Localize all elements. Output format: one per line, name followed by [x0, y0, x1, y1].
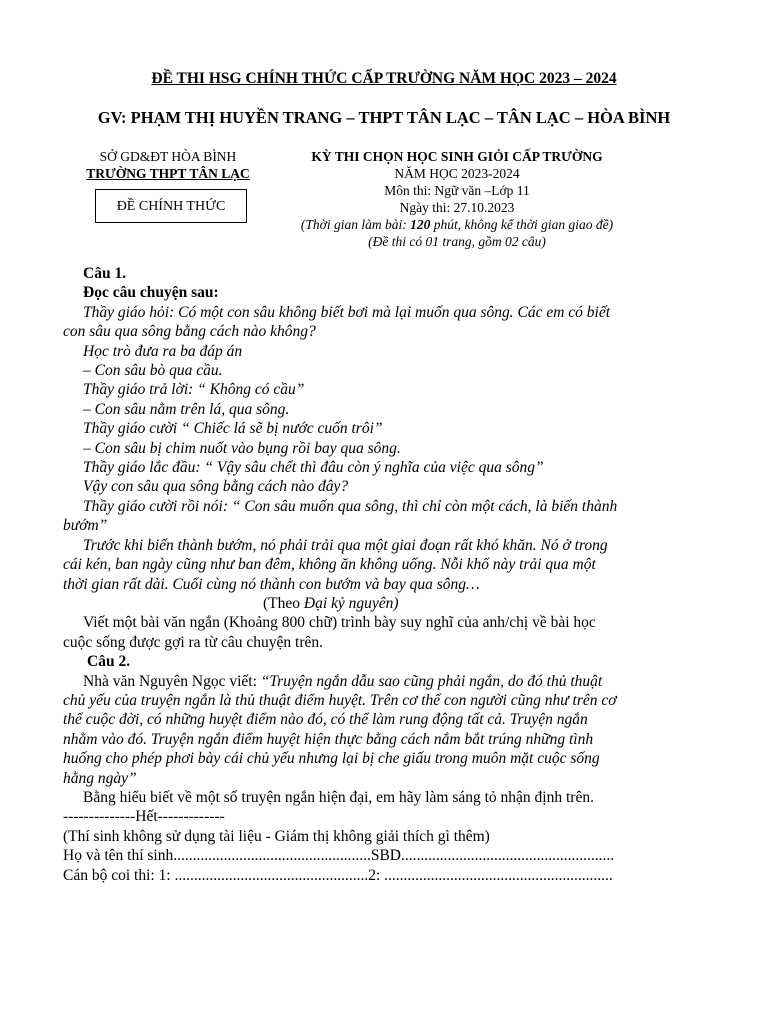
story-line: Thầy giáo cười “ Chiếc lá sẽ bị nước cuốn trôi” — [83, 420, 383, 438]
quote-line: thể cuộc đời, có những huyệt điểm nào đó, có thể làm rung động tất cả. Truyện ngắn — [63, 711, 588, 729]
question-2-label: Câu 2. — [87, 653, 131, 671]
story-line: Học trò đưa ra ba đáp án — [83, 342, 243, 360]
story-line: Thầy giáo cười rồi nói: “ Con sâu muốn qua sông, thì chỉ còn một cách, là biến thành — [83, 497, 618, 515]
exam-duration — [262, 216, 652, 233]
department-name: SỞ GD&ĐT HÒA BÌNH — [99, 149, 237, 164]
story-line: – Con sâu nằm trên lá, qua sông. — [83, 400, 290, 418]
quote-line: huống cho phép phơi bày cái chủ yếu nhưng lại bị che giấu trong muôn mặt cuộc sống — [63, 750, 600, 768]
story-line: bướm” — [63, 517, 108, 535]
end-marker: --------------Hết------------- — [63, 808, 225, 826]
question-2-task: Bằng hiểu biết về một số truyện ngắn hiện đại, em hãy làm sáng tỏ nhận định trên. — [83, 788, 594, 806]
story-line: Vậy con sâu qua sông bằng cách nào đây? — [83, 478, 349, 496]
story-line: thời gian rất dài. Cuối cùng nó thành con bướm và bay qua sông… — [63, 575, 480, 593]
duration-prefix: (Thời gian làm bài: — [300, 217, 411, 232]
story-line: Thầy giáo lắc đầu: “ Vậy sâu chết thì đâu còn ý nghĩa của việc qua sông” — [83, 459, 544, 477]
exam-info-block — [262, 148, 652, 250]
question-1-instruction: Đọc câu chuyện sau: — [83, 284, 219, 302]
candidate-line: Họ và tên thí sinh...................................................SBD....................................................... — [63, 847, 615, 865]
duration-suffix: phút, không kể thời gian giao đề) — [430, 217, 614, 232]
quote-line: chủ yếu của truyện ngắn là thủ thuật điểm huyệt. Trên cơ thể con người cũng như trên cơ — [63, 691, 617, 709]
exam-subject: Môn thi: Ngữ văn –Lớp 11 — [384, 183, 530, 198]
author-line: GV: PHẠM THỊ HUYỀN TRANG – THPT TÂN LẠC – TÂN LẠC – HÒA BÌNH — [97, 108, 671, 127]
quote-intro: Nhà văn Nguyên Ngọc viết: — [83, 672, 261, 690]
source-prefix: (Theo — [263, 594, 304, 612]
story-line: – Con sâu bị chim nuốt vào bụng rồi bay qua sông. — [83, 439, 401, 457]
question-2-quote — [63, 672, 713, 691]
quote-line: nhằm vào đó. Truyện ngắn điểm huyệt hiện thực bằng cách nắm bắt trúng những tình — [63, 730, 594, 748]
story-source — [63, 594, 713, 613]
story-line: Thầy giáo hỏi: Có một con sâu không biết bơi mà lại muốn qua sông. Các em có biết — [83, 303, 611, 321]
quote-text: “Truyện ngắn dẫu sao cũng phải ngắn, do đó thủ thuật — [260, 672, 603, 690]
school-year: NĂM HỌC 2023-2024 — [394, 166, 520, 181]
story-line: cái kén, ban ngày cũng như ban đêm, không ăn không uống. Nỗi khổ này trải qua một — [63, 556, 596, 574]
school-name: TRƯỜNG THPT TÂN LẠC — [86, 166, 250, 181]
story-line: con sâu qua sông bằng cách nào không? — [63, 323, 316, 341]
duration-value: 120 — [410, 217, 431, 232]
source-name: Đại kỷ nguyên) — [303, 594, 399, 612]
question-1-task: Viết một bài văn ngắn (Khoảng 800 chữ) trình bày suy nghĩ của anh/chị về bài học — [83, 614, 596, 632]
exam-date: Ngày thi: 27.10.2023 — [399, 200, 515, 215]
exam-note: (Thí sinh không sử dụng tài liệu - Giám thị không giải thích gì thêm) — [63, 827, 490, 845]
question-1-label: Câu 1. — [83, 265, 127, 282]
exam-name: KỲ THI CHỌN HỌC SINH GIỎI CẤP TRƯỜNG — [311, 149, 603, 164]
proctor-line: Cán bộ coi thi: 1: ..................................................2: ........................................................... — [63, 866, 613, 884]
story-line: – Con sâu bò qua cầu. — [83, 362, 223, 380]
official-exam-box: ĐỀ CHÍNH THỨC — [95, 189, 247, 223]
page-count-note: (Đề thi có 01 trang, gồm 02 câu) — [368, 234, 546, 249]
story-line: Thầy giáo trả lời: “ Không có cầu” — [83, 381, 305, 399]
exam-body — [63, 264, 713, 885]
document-title: ĐỀ THI HSG CHÍNH THỨC CẤP TRƯỜNG NĂM HỌC 2023 – 2024 — [151, 70, 617, 87]
story-line: Trước khi biến thành bướm, nó phải trải qua một giai đoạn rất khó khăn. Nó ở trong — [83, 536, 608, 554]
quote-line: hằng ngày” — [63, 769, 137, 787]
school-block — [58, 148, 278, 182]
question-1-task-cont: cuộc sống được gợi ra từ câu chuyện trên. — [63, 633, 324, 651]
